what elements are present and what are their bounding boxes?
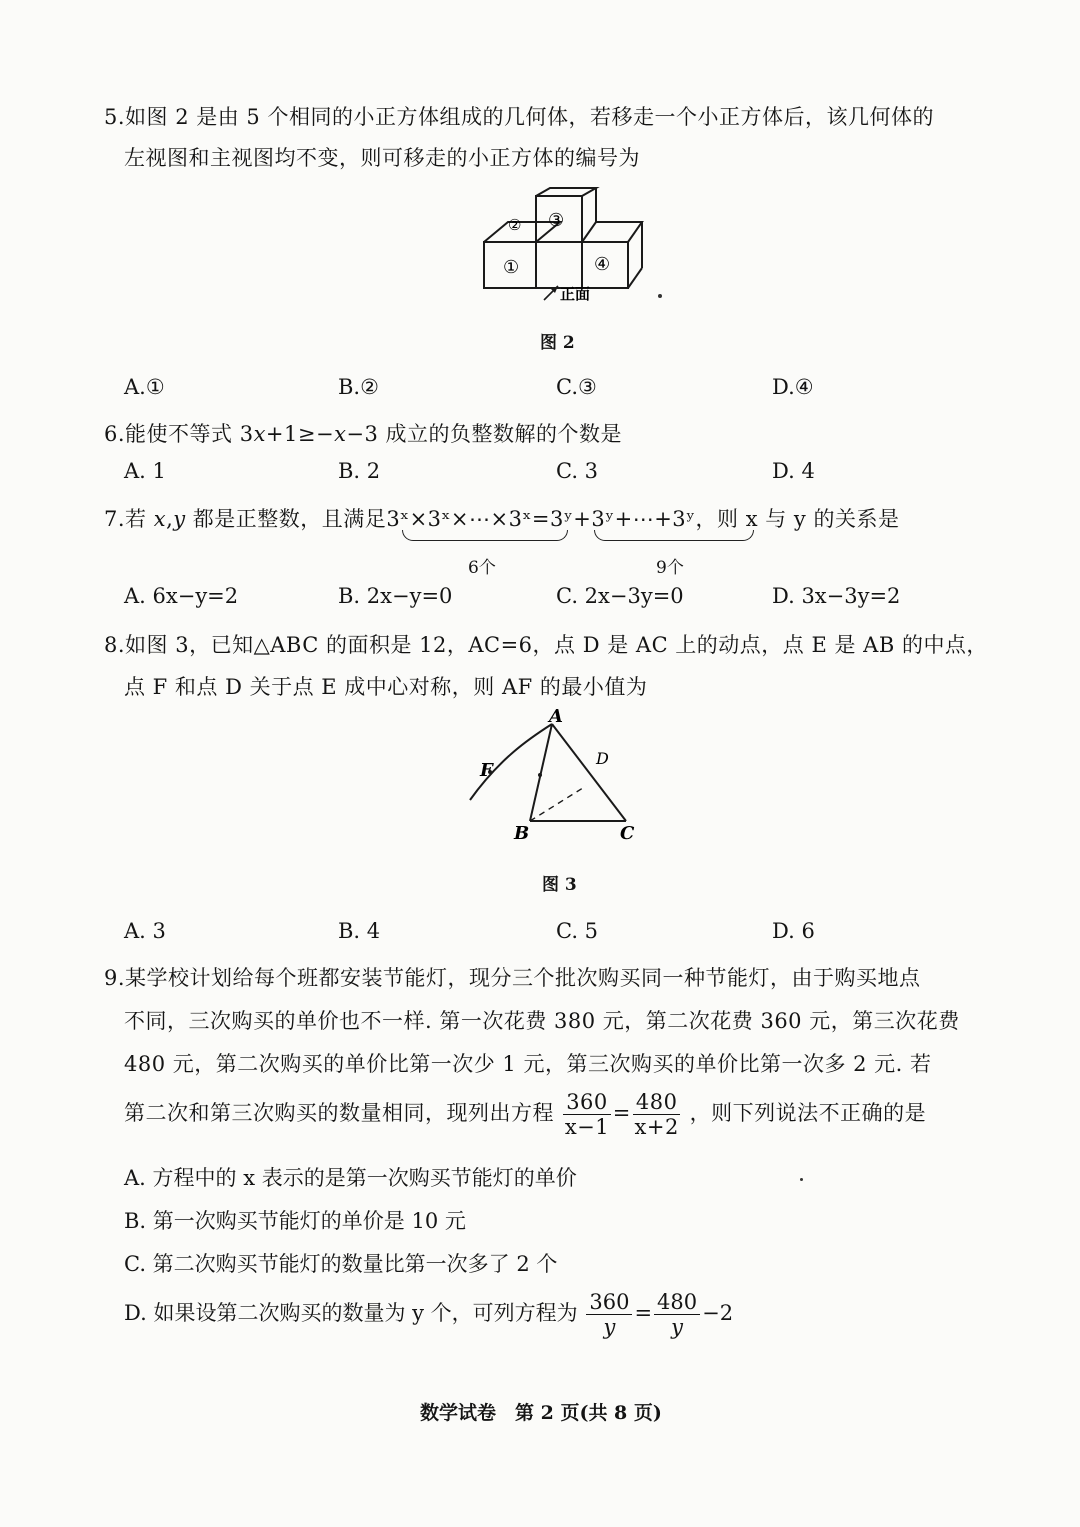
q9-frac1-den: x−1 (564, 1115, 610, 1139)
page-footer: 数学试卷 第 2 页(共 8 页) (420, 1402, 662, 1424)
q9-d-frac1-den: y (603, 1315, 616, 1339)
point-e (538, 773, 542, 777)
q9-d-fraction-1 (586, 1290, 632, 1339)
q7-rhs: 3ʸ+3ʸ+⋯+3ʸ (550, 507, 696, 531)
q6-stem-b: +1≥− (265, 422, 335, 446)
speck (800, 1178, 803, 1181)
label-f: F (480, 760, 493, 781)
cube-1-label: ① (503, 257, 520, 278)
q7-tail: ，则 x 与 y 的关系是 (695, 507, 900, 531)
q6-var-x: x (253, 422, 266, 446)
q5-stem-line1: 5.如图 2 是由 5 个相同的小正方体组成的几何体，若移走一个小正方体后，该几何体的 (104, 105, 934, 129)
q8-stem-line2: 点 F 和点 D 关于点 E 成中心对称，则 AF 的最小值为 (124, 675, 648, 699)
q9-d-fraction-2 (654, 1290, 700, 1339)
q9-d-frac2-num: 480 (654, 1290, 700, 1315)
q9-fraction-1 (563, 1090, 611, 1139)
q9-d-frac1-num: 360 (586, 1290, 632, 1315)
q6-option-a[interactable]: A. 1 (124, 459, 166, 483)
speck (658, 294, 662, 298)
q5-option-d[interactable]: D.④ (772, 375, 814, 399)
q7-option-b[interactable]: B. 2x−y=0 (338, 584, 453, 608)
q9-d-frac2-den: y (671, 1315, 684, 1339)
q8-option-d[interactable]: D. 6 (772, 919, 815, 943)
q7-option-d[interactable]: D. 3x−3y=2 (772, 584, 901, 608)
dashed-segment (530, 786, 586, 821)
q6-option-d[interactable]: D. 4 (772, 459, 815, 483)
figure-3-caption: 图 3 (542, 875, 577, 895)
cube-3-label: ③ (548, 210, 565, 231)
q9-option-d-text: D. 如果设第二次购买的数量为 y 个，可列方程为 (124, 1301, 578, 1325)
q9-stem-line2: 不同，三次购买的单价也不一样. 第一次花费 380 元，第二次花费 360 元，第三次花费 (124, 1009, 960, 1033)
q7-stem (104, 503, 899, 533)
q7-left-brace-label: 6个 (468, 558, 496, 578)
q7-option-c[interactable]: C. 2x−3y=0 (556, 584, 684, 608)
q7-prefix: 7.若 (104, 507, 154, 531)
q9-stem-line4 (124, 1090, 926, 1139)
q6-var-x2: x (334, 422, 347, 446)
q7-right-brace-label: 9个 (656, 558, 684, 578)
figure-2-cubes (470, 186, 670, 306)
q9-d-tail: −2 (702, 1301, 734, 1325)
q7-option-a[interactable]: A. 6x−y=2 (124, 584, 239, 608)
front-label: 正面 (560, 285, 591, 303)
label-a: A (549, 708, 563, 727)
q5-stem-line2: 左视图和主视图均不变，则可移走的小正方体的编号为 (124, 146, 640, 170)
label-d: D (596, 749, 609, 768)
q9-line4-post: ，则下列说法不正确的是 (689, 1101, 927, 1125)
q7-var-y: y (173, 507, 186, 531)
q9-stem-line3: 480 元，第二次购买的单价比第一次少 1 元，第三次购买的单价比第一次多 2 元. 若 (124, 1052, 932, 1076)
q9-d-eq-sign: = (634, 1301, 653, 1325)
side-ab (530, 724, 552, 821)
q6-option-b[interactable]: B. 2 (338, 459, 381, 483)
figure-2-caption: 图 2 (540, 333, 575, 353)
q7-lhs: 3ˣ×3ˣ×⋯×3ˣ (386, 507, 532, 531)
q5-option-b[interactable]: B.② (338, 375, 379, 399)
q7-right-brace (594, 530, 754, 541)
q6-stem-a: 6.能使不等式 3 (104, 422, 254, 446)
q9-line4-pre: 第二次和第三次购买的数量相同，现列出方程 (124, 1101, 554, 1125)
q7-comma: , (166, 507, 174, 531)
q8-option-a[interactable]: A. 3 (124, 919, 166, 943)
q8-option-b[interactable]: B. 4 (338, 919, 381, 943)
q5-option-c[interactable]: C.③ (556, 375, 597, 399)
q9-frac1-num: 360 (563, 1090, 611, 1115)
figure-3-triangle (460, 708, 650, 848)
q7-var-x: x (153, 507, 167, 531)
q6-stem (104, 418, 622, 448)
q7-mid: 都是正整数，且满足 (185, 507, 387, 531)
cube-2-label: ② (508, 216, 522, 234)
q8-stem-line1: 8.如图 3，已知△ABC 的面积是 12，AC=6，点 D 是 AC 上的动点，点 E 是 AB 的中点， (104, 633, 988, 657)
q9-option-c[interactable]: C. 第二次购买节能灯的数量比第一次多了 2 个 (124, 1252, 558, 1276)
q7-eq: = (531, 507, 550, 531)
q9-frac2-num: 480 (633, 1090, 681, 1115)
side-ac (552, 724, 626, 821)
q9-fraction-2 (633, 1090, 681, 1139)
q9-option-d[interactable] (124, 1290, 733, 1339)
q5-option-a[interactable]: A.① (124, 375, 165, 399)
q9-stem-line1: 9.某学校计划给每个班都安装节能灯，现分三个批次购买同一种节能灯，由于购买地点 (104, 966, 921, 990)
q9-eq-sign: = (612, 1101, 631, 1125)
label-c: C (620, 823, 635, 844)
q6-option-c[interactable]: C. 3 (556, 459, 599, 483)
q9-option-b[interactable]: B. 第一次购买节能灯的单价是 10 元 (124, 1209, 466, 1233)
label-b: B (514, 823, 530, 844)
q6-stem-c: −3 成立的负整数解的个数是 (346, 422, 623, 446)
q9-frac2-den: x+2 (634, 1115, 679, 1139)
q7-left-brace (402, 530, 568, 541)
q8-option-c[interactable]: C. 5 (556, 919, 599, 943)
q9-option-a[interactable]: A. 方程中的 x 表示的是第一次购买节能灯的单价 (124, 1166, 577, 1190)
cube-4-label: ④ (594, 254, 611, 275)
